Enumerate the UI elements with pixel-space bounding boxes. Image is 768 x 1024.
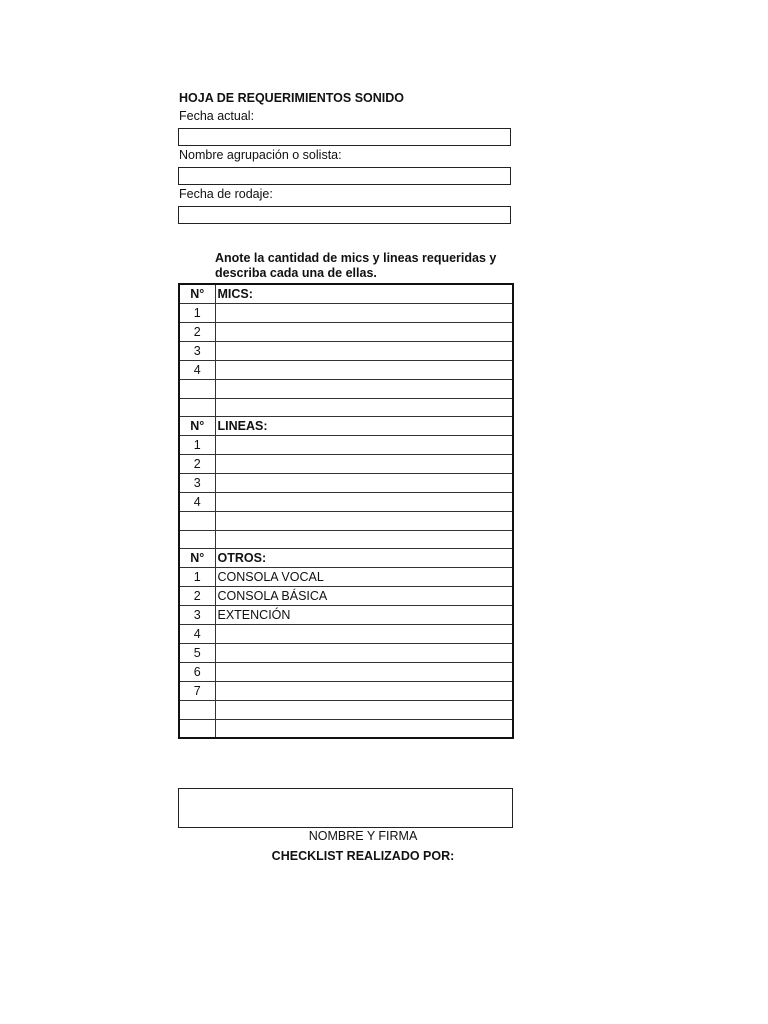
signature-label: NOMBRE Y FIRMA <box>308 829 418 843</box>
row-item-cell[interactable] <box>215 663 513 682</box>
nombre-agrupacion-label: Nombre agrupación o solista: <box>179 148 342 162</box>
table-row <box>179 606 513 625</box>
row-item-cell[interactable] <box>215 719 513 738</box>
row-item-cell[interactable] <box>215 455 513 474</box>
row-number: 2 <box>179 455 215 474</box>
section-header: LINEAS: <box>215 417 513 436</box>
row-item-cell[interactable] <box>215 474 513 493</box>
section-header-row <box>179 284 513 304</box>
row-number: 3 <box>179 474 215 493</box>
fecha-actual-field[interactable] <box>178 128 511 146</box>
table-row <box>179 568 513 587</box>
table-row <box>179 587 513 606</box>
row-item-cell[interactable]: CONSOLA BÁSICA <box>215 587 513 606</box>
fecha-rodaje-label: Fecha de rodaje: <box>179 187 273 201</box>
row-number: 3 <box>179 606 215 625</box>
row-item-cell[interactable] <box>215 361 513 380</box>
number-header: N° <box>179 549 215 568</box>
table-row <box>179 474 513 493</box>
table-row <box>179 493 513 512</box>
requirements-table <box>178 283 514 739</box>
checklist-label: CHECKLIST REALIZADO POR: <box>271 849 455 863</box>
row-number: 2 <box>179 323 215 342</box>
section-header-row <box>179 417 513 436</box>
table-row <box>179 436 513 455</box>
table-row <box>179 663 513 682</box>
row-number: 2 <box>179 587 215 606</box>
row-item-cell[interactable] <box>215 530 513 549</box>
section-header: OTROS: <box>215 549 513 568</box>
row-item-cell[interactable] <box>215 342 513 361</box>
number-header: N° <box>179 417 215 436</box>
row-number <box>179 719 215 738</box>
row-item-cell[interactable] <box>215 304 513 323</box>
table-row <box>179 323 513 342</box>
row-number: 4 <box>179 625 215 644</box>
row-item-cell[interactable] <box>215 380 513 399</box>
row-number <box>179 380 215 399</box>
row-number: 6 <box>179 663 215 682</box>
row-number <box>179 701 215 720</box>
row-number: 4 <box>179 361 215 380</box>
table-row <box>179 644 513 663</box>
table-row <box>179 304 513 323</box>
row-item-cell[interactable] <box>215 398 513 417</box>
table-row <box>179 398 513 417</box>
number-header: N° <box>179 284 215 304</box>
form-title: HOJA DE REQUERIMIENTOS SONIDO <box>179 91 405 105</box>
row-number: 1 <box>179 568 215 587</box>
fecha-actual-label: Fecha actual: <box>179 109 255 123</box>
row-item-cell[interactable] <box>215 682 513 701</box>
row-item-cell[interactable] <box>215 644 513 663</box>
row-number: 1 <box>179 436 215 455</box>
table-row <box>179 342 513 361</box>
row-number: 7 <box>179 682 215 701</box>
fecha-rodaje-field[interactable] <box>178 206 511 224</box>
row-number: 5 <box>179 644 215 663</box>
table-row <box>179 455 513 474</box>
row-number <box>179 512 215 531</box>
section-header: MICS: <box>215 284 513 304</box>
table-row <box>179 380 513 399</box>
table-row <box>179 719 513 738</box>
nombre-agrupacion-field[interactable] <box>178 167 511 185</box>
instructions: Anote la cantidad de mics y lineas requeridas y describa cada una de ellas. <box>215 251 497 280</box>
row-item-cell[interactable] <box>215 512 513 531</box>
signature-box[interactable] <box>178 788 513 828</box>
table-row <box>179 701 513 720</box>
row-item-cell[interactable] <box>215 493 513 512</box>
row-number: 4 <box>179 493 215 512</box>
row-number: 1 <box>179 304 215 323</box>
section-header-row <box>179 549 513 568</box>
table-row <box>179 530 513 549</box>
table-row <box>179 361 513 380</box>
row-number: 3 <box>179 342 215 361</box>
row-number <box>179 398 215 417</box>
row-number <box>179 530 215 549</box>
table-row <box>179 512 513 531</box>
table-row <box>179 625 513 644</box>
row-item-cell[interactable] <box>215 323 513 342</box>
table-row <box>179 682 513 701</box>
row-item-cell[interactable] <box>215 625 513 644</box>
row-item-cell[interactable] <box>215 436 513 455</box>
row-item-cell[interactable]: EXTENCIÓN <box>215 606 513 625</box>
row-item-cell[interactable]: CONSOLA VOCAL <box>215 568 513 587</box>
row-item-cell[interactable] <box>215 701 513 720</box>
